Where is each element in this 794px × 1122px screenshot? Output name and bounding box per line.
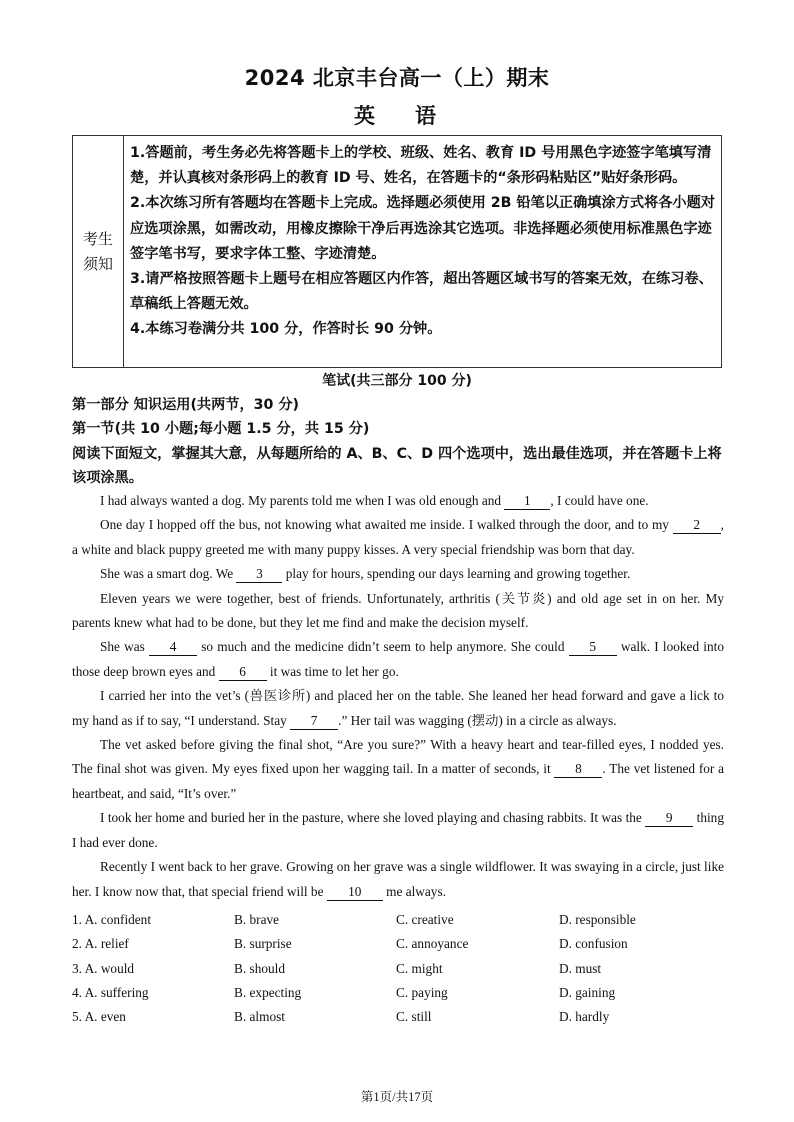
paragraph-8: I took her home and buried her in the pasture, where she loved playing and chasing rabbits. It was the 9 thing I had ever done. [72,810,724,850]
blank-9: 9 [645,810,693,827]
option-c: C. still [396,1009,432,1025]
option-c: C. might [396,960,443,976]
section-instruction: 阅读下面短文，掌握其大意，从每题所给的 A、B、C、D 四个选项中，选出最佳选项，并在答题卡上将该项涂黑。 [72,446,722,486]
notice-item-3: 3.请严格按照答题卡上题号在相应答题区内作答，超出答题区域书写的答案无效，在练习卷、草稿纸上答题无效。 [130,271,713,313]
option-d: D. responsible [559,912,636,928]
blank-6: 6 [219,664,267,681]
exam-heading: 笔试(共三部分 100 分) [322,373,472,389]
blank-7: 7 [290,713,338,730]
notice-item-4: 4.本练习卷满分共 100 分，作答时长 90 分钟。 [130,321,442,338]
notice-label-line1: 考生 [82,229,113,248]
blank-5: 5 [569,639,617,656]
blank-3: 3 [236,566,282,583]
option-a: 2. A. relief [72,936,129,952]
option-d: D. hardly [559,1009,610,1025]
paragraph-2: One day I hopped off the bus, not knowing what awaited me inside. I walked through the door, and to my 2 , a white and black puppy greeted me with many puppy kisses. A very special friendship was born that day. [72,517,724,557]
cloze-passage [72,489,724,904]
blank-10: 10 [327,884,383,901]
blank-2: 2 [673,517,721,534]
option-b: B. almost [234,1009,285,1025]
subject-title: 英语 [354,104,476,128]
option-d: D. gaining [559,985,616,1001]
option-c: C. annoyance [396,936,469,952]
blank-4: 4 [149,639,197,656]
candidate-notice-box [72,135,722,368]
notice-label-line2: 须知 [82,254,113,273]
paragraph-5: She was 4 so much and the medicine didn’t seem to help anymore. She could 5 walk. I looked into those deep brown eyes and 6 it was time to let her go. [72,639,724,679]
option-a: 3. A. would [72,960,135,976]
option-a: 1. A. confident [72,912,152,928]
paragraph-4: Eleven years we were together, best of friends. Unfortunately, arthritis (关节炎) and old age set in on her. My parents knew what had to be done, but they let me find and make the decision myself. [72,590,724,631]
paragraph-7: The vet asked before giving the final shot, “Are you sure?” With a heavy heart and tear-filled eyes, I nodded yes. The final shot was given. My eyes fixed upon her wagging tail. In a matter of seconds, it 8 . The vet listened for a heartbeat, and said, “It’s over.” [72,737,724,801]
blank-8: 8 [554,761,602,778]
option-c: C. paying [396,985,448,1001]
paragraph-1: I had always wanted a dog. My parents told me when I was old enough and 1 , I could have one. [100,493,649,508]
option-b: B. should [234,960,285,976]
notice-body [124,136,721,367]
part-heading: 第一部分 知识运用(共两节，30 分) [72,397,300,413]
notice-item-2: 2.本次练习所有答题均在答题卡上完成。选择题必须使用 2B 铅笔以正确填涂方式将各小题对应选项涂黑，如需改动，用橡皮擦除干净后再选涂其它选项。非选择题必须使用标准黑色字迹签字笔书写，要求字体工整、字迹清楚。 [130,195,715,262]
option-b: B. expecting [234,985,302,1001]
paragraph-6: I carried her into the vet’s (兽医诊所) and placed her on the table. She leaned her head forward and gave a lick to my hand as if to say, “I understand. Stay 7 .” Her tail was wagging (摆动) in a circle as always. [72,688,724,728]
option-b: B. brave [234,912,280,928]
question-row [72,908,732,932]
option-c: C. creative [396,912,454,928]
question-row [72,1005,732,1029]
question-row [72,957,732,981]
option-d: D. confusion [559,936,628,952]
question-options [72,908,732,1029]
notice-item-1: 1.答题前，考生务必先将答题卡上的学校、班级、姓名、教育 ID 号用黑色字迹签字笔填写清楚，并认真核对条形码上的教育 ID 号、姓名，在答题卡的“条形码粘贴区”贴好条形码。 [130,145,712,187]
question-row [72,981,732,1005]
option-b: B. surprise [234,936,292,952]
notice-label [73,136,124,367]
section-heading: 第一节(共 10 小题;每小题 1.5 分，共 15 分) [72,421,370,437]
blank-1: 1 [504,493,550,510]
option-a: 4. A. suffering [72,985,149,1001]
page-number: 第1页/共17页 [360,1090,434,1104]
option-d: D. must [559,960,602,976]
option-a: 5. A. even [72,1009,126,1025]
paragraph-9: Recently I went back to her grave. Growing on her grave was a single wildflower. It was swaying in a circle, just like her. I know now that, that special friend will be 10 me always. [72,859,724,899]
exam-title: 2024 北京丰台高一（上）期末 [244,66,550,90]
paragraph-3: She was a smart dog. We 3 play for hours, spending our days learning and growing together. [100,566,631,582]
question-row [72,932,732,956]
